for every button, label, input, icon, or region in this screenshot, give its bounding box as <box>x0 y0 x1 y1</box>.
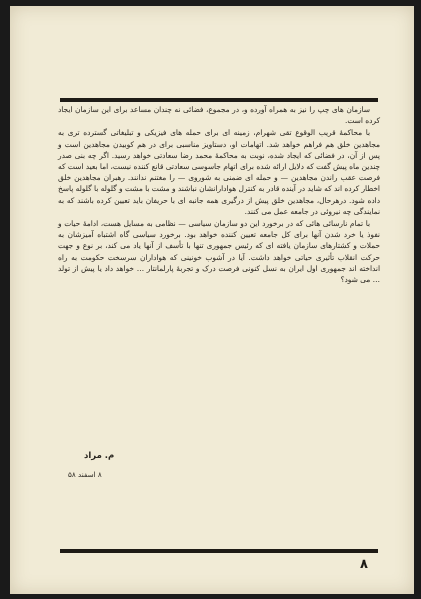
paragraph-3: با تمام نارسائی هائی که در برخورد این دو سازمان سیاسی — نظامی به مسایل هست، ادامهٔ حیات و نفوذ یا خرد شدن آنها برای کل جامعه تعیین کننده خواهد بود. برخورد سیاسی گاه اشتباه آمیزشان به حملات و کشتارهای سازمان یافته ای که رئیس جمهوری تنها با تأسف از آنها یاد می کند، بر نوع و جهت حرکت انقلاب تأثیری حیاتی خواهد داشت. آیا در آشوب خونینی که هواداران سرسخت حکومت به راه انداخته اند جمهوری اول ایران به نسل کنونی فرصت درک و تجربهٔ پارلمانتار … خواهد داد یا پیش از تولد … می شود؟ <box>58 219 380 285</box>
bottom-divider-rule <box>60 549 378 553</box>
document-page <box>10 6 414 594</box>
article-date: ۸ اسفند ۵۸ <box>68 470 102 479</box>
author-signature: م. مراد <box>84 451 115 461</box>
article-body <box>58 104 380 285</box>
top-divider-rule <box>60 98 378 102</box>
paragraph-1: سازمان های چپ را نیز به همراه آورده و، در مجموع، فضائی نه چندان مساعد برای این سازمان ایجاد کرده است. <box>58 105 380 126</box>
page-number: ۸ <box>360 557 368 572</box>
paragraph-2: با محاکمهٔ قریب الوقوع تقی شهرام، زمینه ای برای حمله های فیزیکی و تبلیغاتی گسترده تری به مجاهدین خلق هم فراهم خواهد شد. اتهامات او، دستاویز مناسبی برای در هم کوبیدن مجاهدین است و پس از آن، در فضائی که ایجاد شده، نوبت به محاکمهٔ محمد رضا سعادتی خواهد رسید. اگر چه بنی صدر چندین ماه پیش گفت که دلایل ارائه شده برای اتهام جاسوسی سعادتی قانع کننده نیست، اما بعید است که فرصت عقب راندن مجاهدین — و حمله ای ضمنی به شوروی — را مغتنم ندانند. رهبران مجاهدین خلق اخطار کرده اند که شاید در آینده قادر به کنترل هوادارانشان نباشند و مشت با مشت و گلوله با گلوله پاسخ داده شود. درهرحال، مجاهدین خلق پیش از درگیری همه جانبه ای با حریفان باید تعیین کرده باشند که به نمایندگی چه نیروئی در جامعه عمل می کنند. <box>58 128 380 216</box>
